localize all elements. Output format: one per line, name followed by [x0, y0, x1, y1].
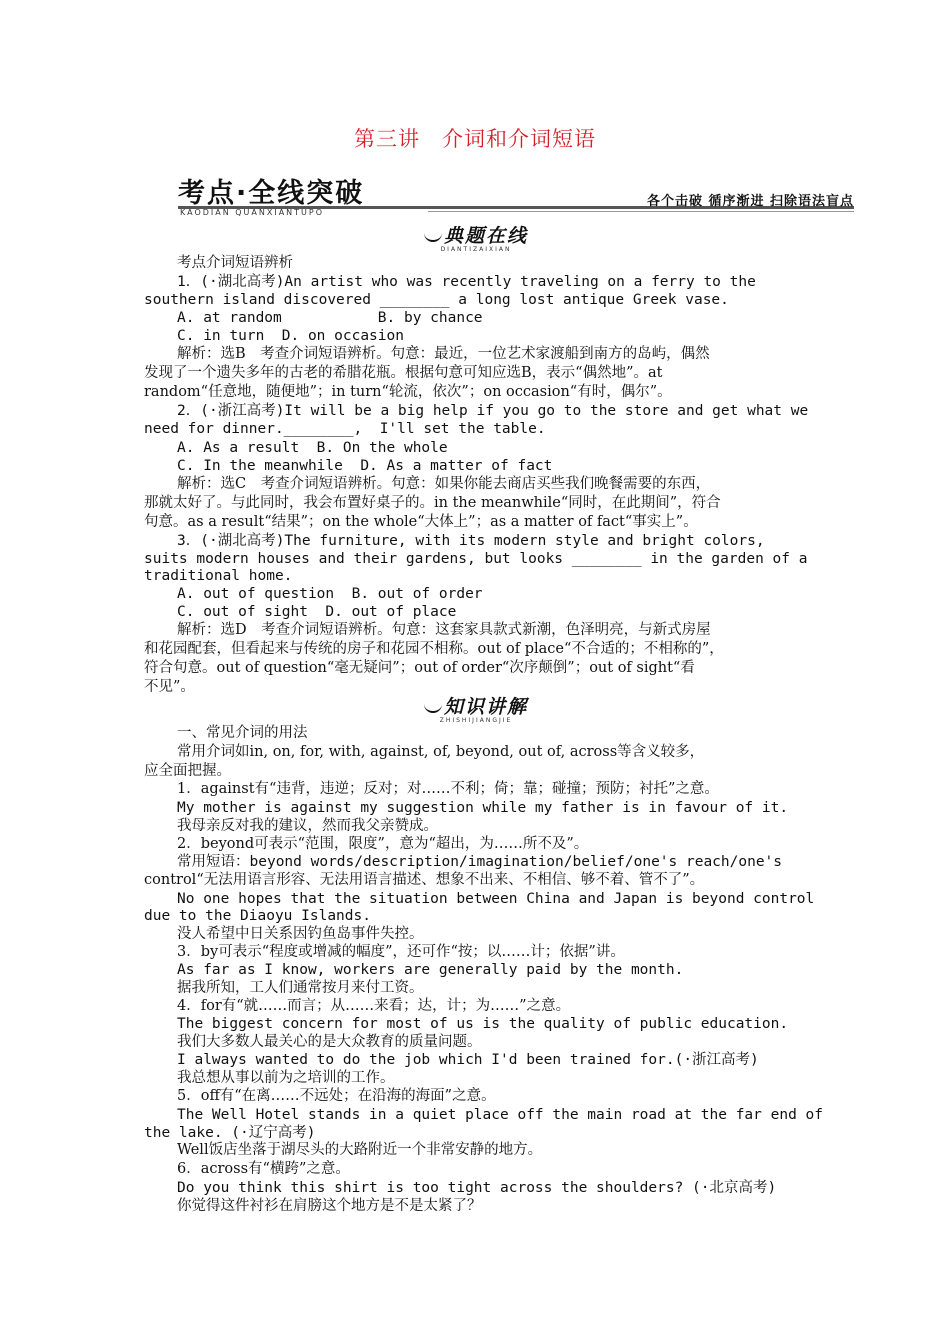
section-heading-dianti: [144, 226, 808, 253]
text-line: The Well Hotel stands in a quiet place off the main road at the far end of: [177, 1107, 824, 1123]
swirl-ornament-icon: [424, 703, 442, 713]
text-line: 不见”。: [144, 679, 195, 695]
banner-title: 考点·全线突破: [178, 178, 365, 209]
text-line: The biggest concern for most of us is the quality of public education.: [177, 1016, 789, 1032]
text-line: 应全面把握。: [144, 763, 231, 779]
section-banner: [178, 178, 854, 222]
text-line: 2．beyond可表示“范围，限度”，意为“超出，为……所不及”。: [177, 836, 589, 852]
text-line: 你觉得这件衬衫在肩膀这个地方是不是太紧了？: [177, 1198, 482, 1214]
text-line: control“无法用语言形容、无法用语言描述、想象不出来、不相信、够不着、管不了”。: [144, 872, 705, 888]
text-line: 解析：选C 考查介词短语辨析。句意：如果你能去商店买些我们晚餐需要的东西，: [177, 476, 711, 492]
swirl-ornament-icon: [424, 232, 442, 242]
text-line: 没人希望中日关系因钓鱼岛事件失控。: [177, 926, 424, 942]
text-line: Well饭店坐落于湖尽头的大路附近一个非常安静的地方。: [177, 1142, 543, 1158]
text-line: A. out of question B. out of order: [177, 586, 483, 602]
text-line: 考点介词短语辨析: [177, 255, 293, 271]
text-line: 句意。as a result“结果”；on the whole“大体上”；as a matter of fact“事实上”。: [144, 514, 698, 530]
text-line: 解析：选B 考查介词短语辨析。句意：最近，一位艺术家渡船到南方的岛屿，偶然: [177, 346, 710, 362]
text-line: 1．against有“违背，违逆；反对；对……不利；倚；靠；碰撞；预防；衬托”之意。: [177, 781, 719, 797]
text-line: A. at random B. by chance: [177, 310, 483, 326]
banner-slogan: 各个击破 循序渐进 扫除语法盲点: [646, 194, 854, 209]
text-line: 解析：选D 考查介词短语辨析。句意：这套家具款式新潮，色泽明亮，与新式房屋: [177, 622, 711, 638]
text-line: As far as I know, workers are generally paid by the month.: [177, 962, 684, 978]
text-line: My mother is against my suggestion while my father is in favour of it.: [177, 800, 789, 816]
text-line: Do you think this shirt is too tight across the shoulders? (·北京高考): [177, 1180, 777, 1196]
text-line: 和花园配套，但看起来与传统的房子和花园不相称。out of place“不合适的；不相称的”，: [144, 641, 724, 657]
text-line: southern island discovered ________ a long lost antique Greek vase.: [144, 292, 729, 308]
text-line: 2．(·浙江高考)It will be a big help if you go to the store and get what we: [177, 403, 809, 419]
text-line: C. out of sight D. out of place: [177, 604, 457, 620]
banner-pinyin: KAODIAN QUANXIANTUPO: [180, 208, 325, 217]
text-line: suits modern houses and their gardens, but looks ________ in the garden of a: [144, 551, 808, 567]
text-line: 符合句意。out of question“毫无疑问”；out of order“次序颠倒”；out of sight“看: [144, 660, 695, 676]
text-line: 4．for有“就……而言；从……来看；达，计；为……”之意。: [177, 998, 571, 1014]
text-line: 常用短语：beyond words/description/imagination/belief/one's reach/one's: [177, 854, 783, 870]
section-heading-title: 典题在线: [443, 225, 528, 247]
text-line: 我母亲反对我的建议，然而我父亲赞成。: [177, 818, 438, 834]
text-line: 3．by可表示“程度或增减的幅度”，还可作“按；以……计；依据”讲。: [177, 944, 625, 960]
section-heading-zhishi: [144, 697, 808, 724]
page-title: 第三讲 介词和介词短语: [354, 127, 596, 151]
text-line: 一、常见介词的用法: [177, 725, 308, 741]
text-line: No one hopes that the situation between China and Japan is beyond control: [177, 891, 815, 907]
section-heading-title: 知识讲解: [443, 696, 528, 718]
section-heading-pinyin: ZHISHIJIANGJIE: [439, 717, 513, 724]
text-line: 6．across有“横跨”之意。: [177, 1161, 350, 1177]
text-line: C. In the meanwhile D. As a matter of fact: [177, 458, 553, 474]
text-line: random“任意地，随便地”；in turn“轮流，依次”；on occasion“有时，偶尔”。: [144, 384, 672, 400]
text-line: need for dinner.________, I'll set the table.: [144, 421, 546, 437]
text-line: 1．(·湖北高考)An artist who was recently traveling on a ferry to the: [177, 274, 756, 290]
text-line: 我们大多数人最关心的是大众教育的质量问题。: [177, 1034, 482, 1050]
text-line: A. As a result B. On the whole: [177, 440, 448, 456]
text-line: 据我所知，工人们通常按月来付工资。: [177, 980, 424, 996]
text-line: 3．(·湖北高考)The furniture, with its modern style and bright colors,: [177, 533, 765, 549]
text-line: the lake. (·辽宁高考): [144, 1125, 316, 1141]
text-line: 5．off有“在离……不远处；在沿海的海面”之意。: [177, 1088, 496, 1104]
text-line: 我总想从事以前为之培训的工作。: [177, 1070, 395, 1086]
banner-rule-thin: [428, 211, 854, 212]
text-line: 常用介词如in, on, for, with, against, of, beyond, out of, across等含义较多，: [177, 744, 705, 760]
text-line: I always wanted to do the job which I'd been trained for.(·浙江高考): [177, 1052, 759, 1068]
text-line: 发现了一个遗失多年的古老的希腊花瓶。根据句意可知应选B，表示“偶然地”。at: [144, 365, 663, 381]
text-line: due to the Diaoyu Islands.: [144, 908, 371, 924]
text-line: 那就太好了。与此同时，我会布置好桌子的。in the meanwhile“同时，在此期间”，符合: [144, 495, 721, 511]
text-line: traditional home.: [144, 568, 293, 584]
text-line: C. in turn D. on occasion: [177, 328, 404, 344]
section-heading-pinyin: DIANTIZAIXIAN: [440, 246, 512, 253]
